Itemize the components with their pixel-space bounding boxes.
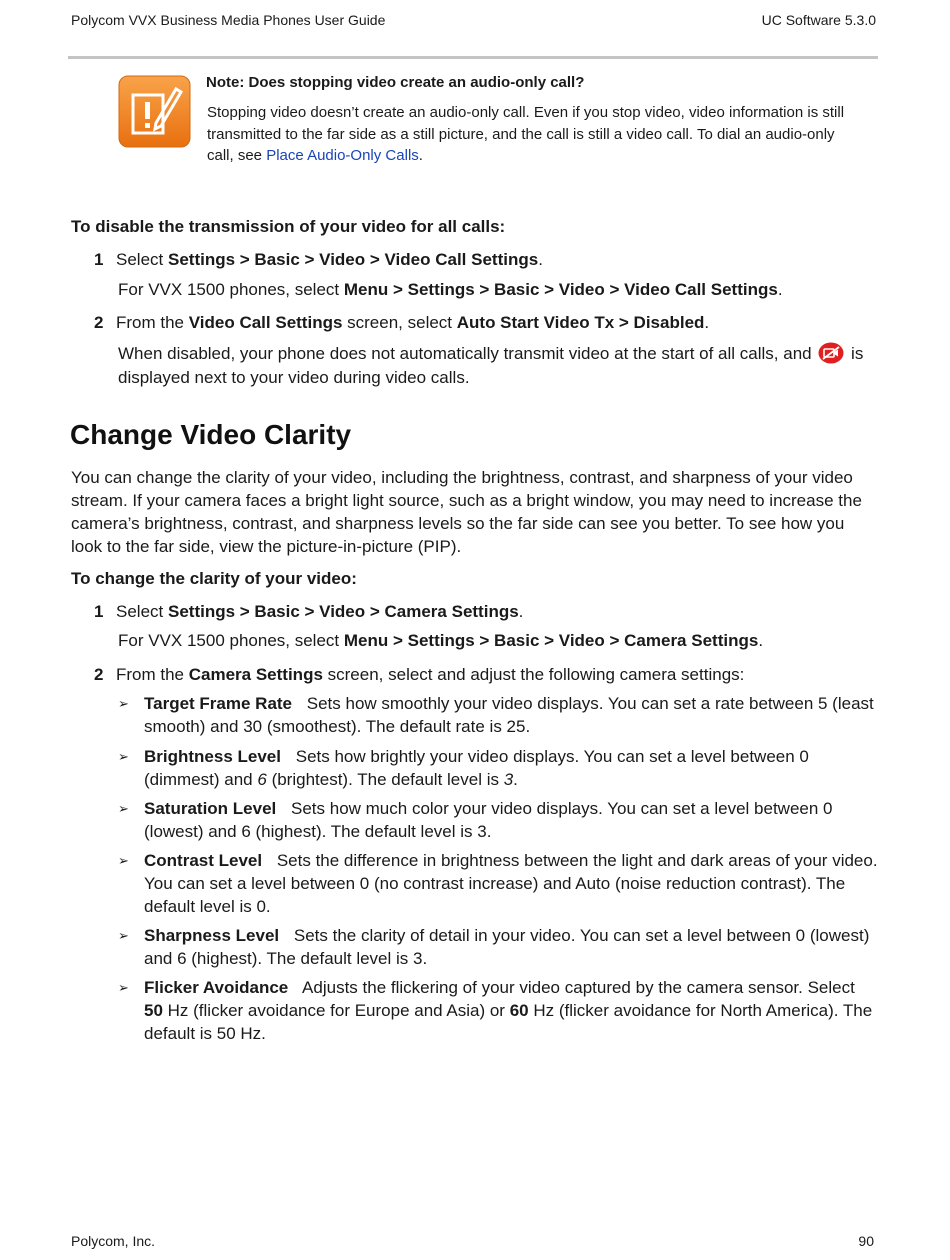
clarity-step-1-note: For VVX 1500 phones, select Menu > Settings > Basic > Video > Camera Settings. (118, 631, 764, 650)
note-title: Note: Does stopping video create an audio-only call? (206, 74, 585, 91)
arrow-bullet-icon: ➢ (118, 853, 129, 868)
header-divider (68, 56, 878, 59)
video-disabled-icon (818, 342, 844, 364)
setting-saturation-level: ➢ Saturation Level Sets how much color your video displays. You can set a level between 0 (lowest) and 6 (highest). The default level is 3. (118, 799, 833, 841)
setting-contrast-level: ➢ Contrast Level Sets the difference in brightness between the light and dark areas of your video. You can set a level between 0 (no contrast increase) and Auto (noise reduction contrast). The default level is 0. (118, 851, 878, 916)
disable-step-1: 1 Select Settings > Basic > Video > Video Call Settings. (94, 250, 543, 269)
note-body: Stopping video doesn’t create an audio-only call. Even if you stop video, video information is still transmitted to the far side as a still picture, and the call is still a video call. To dial an audio-only call, see Place Audio-Only Calls. (207, 104, 845, 164)
section-heading: Change Video Clarity (70, 419, 352, 450)
clarity-step-1: 1 Select Settings > Basic > Video > Camera Settings. (94, 602, 524, 621)
place-audio-only-calls-link[interactable]: Place Audio-Only Calls (266, 147, 419, 164)
arrow-bullet-icon: ➢ (118, 801, 129, 816)
footer-company: Polycom, Inc. (71, 1233, 156, 1249)
disable-step-1-note: For VVX 1500 phones, select Menu > Settings > Basic > Video > Video Call Settings. (118, 280, 783, 299)
procedure-title-disable: To disable the transmission of your video for all calls: (71, 217, 506, 236)
note-pencil-icon (118, 75, 191, 148)
setting-sharpness-level: ➢ Sharpness Level Sets the clarity of detail in your video. You can set a level between 0 (lowest) and 6 (highest). The default level is 3. (118, 926, 870, 968)
arrow-bullet-icon: ➢ (118, 696, 129, 711)
running-header-title: Polycom VVX Business Media Phones User Guide (71, 12, 386, 28)
disable-step-2-note: When disabled, your phone does not automatically transmit video at the start of all calls, and is displayed next to your video during video calls. (118, 344, 864, 387)
arrow-bullet-icon: ➢ (118, 928, 129, 943)
setting-target-frame-rate: ➢ Target Frame Rate Sets how smoothly your video displays. You can set a rate between 5 (least smooth) and 30 (smoothest). The default rate is 25. (118, 694, 874, 736)
arrow-bullet-icon: ➢ (118, 980, 129, 995)
arrow-bullet-icon: ➢ (118, 749, 129, 764)
section-intro: You can change the clarity of your video, including the brightness, contrast, and sharpness of your video stream. If your camera faces a bright light source, such as a bright window, you may need to increase the camera’s brightness, contrast, and sharpness levels so the far side can see you better. To see how you look to the far side, view the picture-in-picture (PIP). (71, 468, 862, 556)
page-number: 90 (858, 1233, 874, 1249)
setting-brightness-level: ➢ Brightness Level Sets how brightly your video displays. You can set a level between 0 (dimmest) and 6 (brightest). The default level is 3. (118, 747, 809, 789)
running-header-version: UC Software 5.3.0 (761, 12, 876, 28)
disable-step-2: 2 From the Video Call Settings screen, select Auto Start Video Tx > Disabled. (94, 313, 710, 332)
clarity-step-2: 2 From the Camera Settings screen, select and adjust the following camera settings: (94, 665, 745, 684)
procedure-title-clarity: To change the clarity of your video: (71, 569, 357, 588)
setting-flicker-avoidance: ➢ Flicker Avoidance Adjusts the flickering of your video captured by the camera sensor. Select 50 Hz (flicker avoidance for Europe and Asia) or 60 Hz (flicker avoidance for North America). The default is 50 Hz. (118, 978, 873, 1043)
